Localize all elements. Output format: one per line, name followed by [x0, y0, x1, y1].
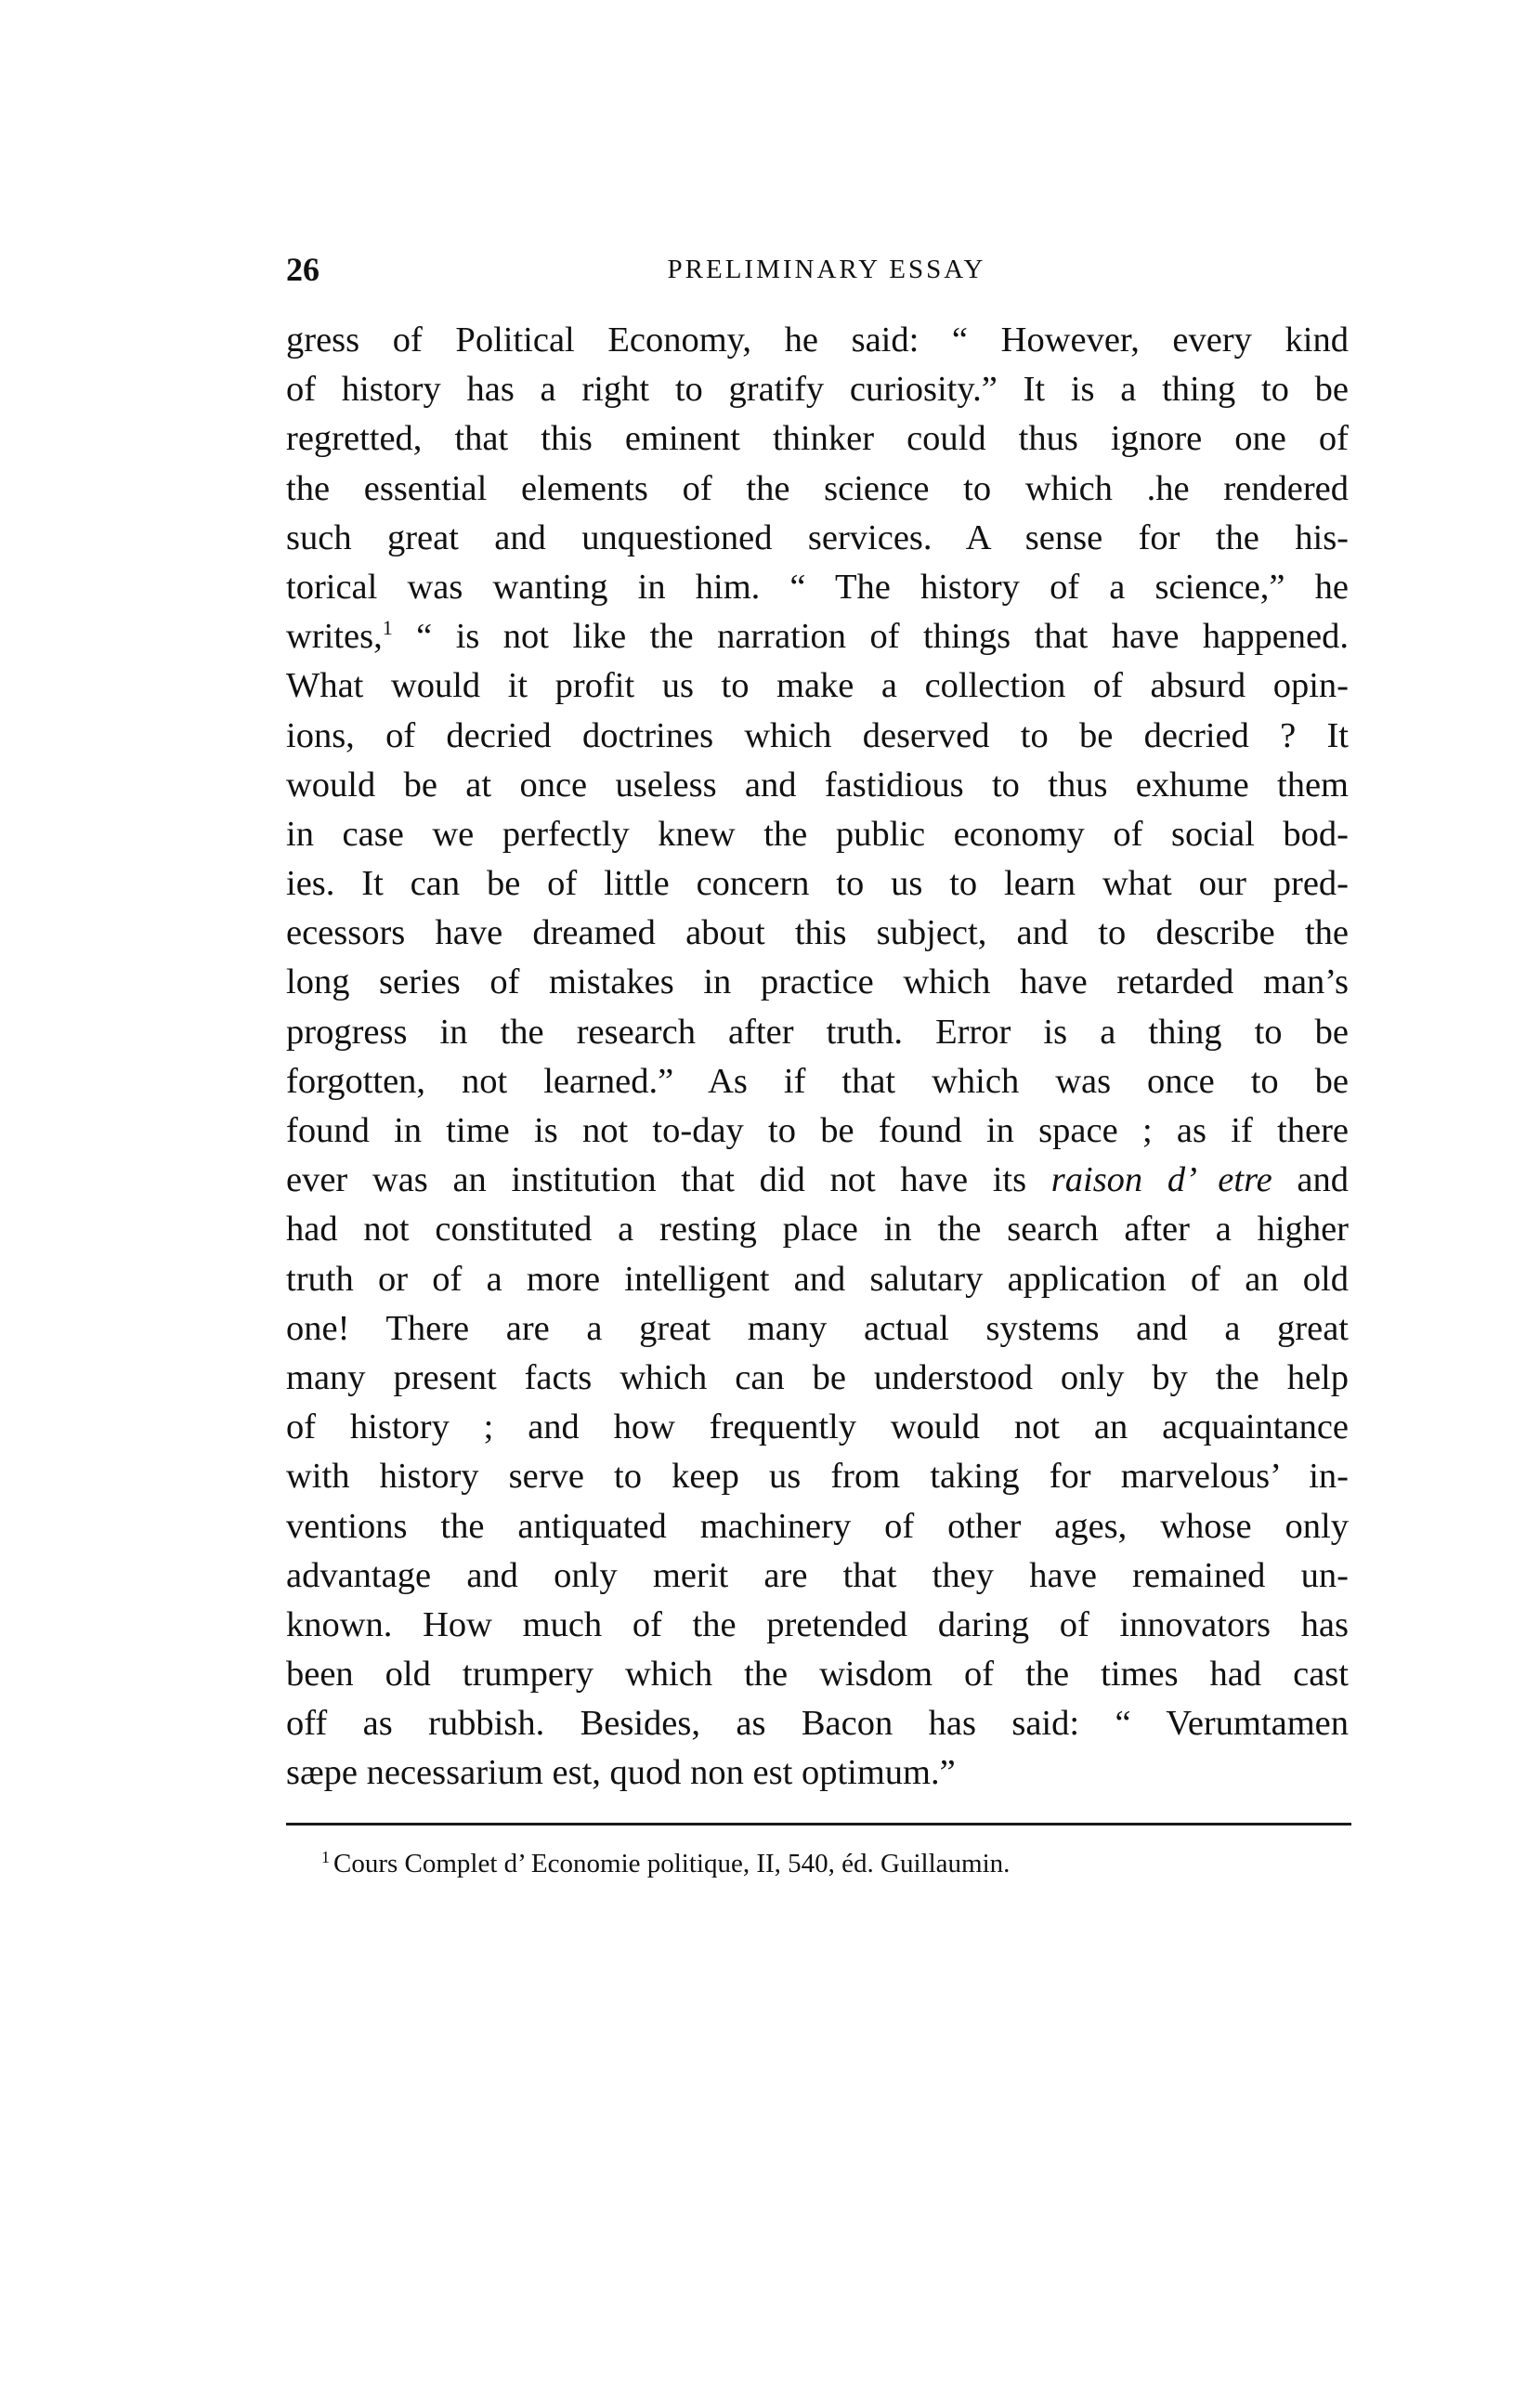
body-text [286, 316, 1349, 1799]
footnote-reference[interactable]: 1 [382, 616, 393, 640]
footnote-marker: 1 [321, 1848, 330, 1866]
text-line: torical was wanting in him. “ The history of a science,” he [286, 567, 1349, 607]
text-line: such great and unquestioned services. A sense for the his- [286, 517, 1349, 557]
page-number: 26 [286, 251, 320, 288]
text-fragment: ever was an institution that did not have its [286, 1160, 1027, 1200]
text-line: ions, of decried doctrines which deserved to be decried ? It [286, 715, 1349, 755]
text-line: gress of Political Economy, he said: “ However, every kind [286, 321, 1349, 360]
text-line: progress in the research after truth. Error is a thing to be [286, 1012, 1349, 1052]
running-head: PRELIMINARY ESSAY [667, 255, 986, 284]
text-fragment: “ is not like the narration of things that have happened. [392, 617, 1349, 657]
text-line: forgotten, not learned.” As if that which was once to be [286, 1061, 1349, 1101]
page-header [286, 249, 1349, 290]
text-line: off as rubbish. Besides, as Bacon has said: “ Verumtamen [286, 1704, 1349, 1744]
text-line: known. How much of the pretended daring of innovators has [286, 1604, 1349, 1644]
text-line: many present facts which can be understood only by the help [286, 1357, 1349, 1397]
text-line: of history has a right to gratify curiosity.” It is a thing to be [286, 370, 1349, 410]
text-line: regretted, that this eminent thinker could thus ignore one of [286, 419, 1349, 459]
text-line: ies. It can be of little concern to us to learn what our pred- [286, 864, 1349, 904]
text-line: found in time is not to-day to be found in space ; as if there [286, 1111, 1349, 1150]
text-line: one! There are a great many actual systems and a great [286, 1308, 1349, 1348]
text-line-with-footnote-ref [286, 612, 1349, 661]
footnote [321, 1847, 1010, 1880]
italic-phrase: raison d’ etre [1050, 1160, 1272, 1200]
text-line: with history serve to keep us from taking for marvelous’ in- [286, 1457, 1349, 1497]
footnote-divider [286, 1823, 1351, 1826]
footnote-text: Cours Complet d’ Economie politique, II, 540, éd. Guillaumin. [333, 1849, 1011, 1878]
text-fragment: and [1272, 1160, 1349, 1200]
text-line: advantage and only merit are that they have remained un- [286, 1555, 1349, 1595]
text-line: What would it profit us to make a collection of absurd opin- [286, 666, 1349, 706]
text-line: the essential elements of the science to which .he rendered [286, 468, 1349, 508]
text-line: would be at once useless and fastidious to thus exhume them [286, 765, 1349, 805]
text-line: of history ; and how frequently would not an acquaintance [286, 1407, 1349, 1447]
text-line: truth or of a more intelligent and salutary application of an old [286, 1259, 1349, 1299]
text-line-with-italic [286, 1156, 1349, 1205]
text-line: ecessors have dreamed about this subject, and to describe the [286, 913, 1349, 953]
text-fragment: writes, [286, 617, 383, 657]
text-line: sæpe necessarium est, quod non est optimum.” [286, 1753, 956, 1793]
text-line: long series of mistakes in practice which have retarded man’s [286, 962, 1349, 1002]
text-line: had not constituted a resting place in the search after a higher [286, 1210, 1349, 1250]
text-line: in case we perfectly knew the public economy of social bod- [286, 814, 1349, 854]
text-line: been old trumpery which the wisdom of the times had cast [286, 1655, 1349, 1695]
text-line: ventions the antiquated machinery of other ages, whose only [286, 1506, 1349, 1546]
